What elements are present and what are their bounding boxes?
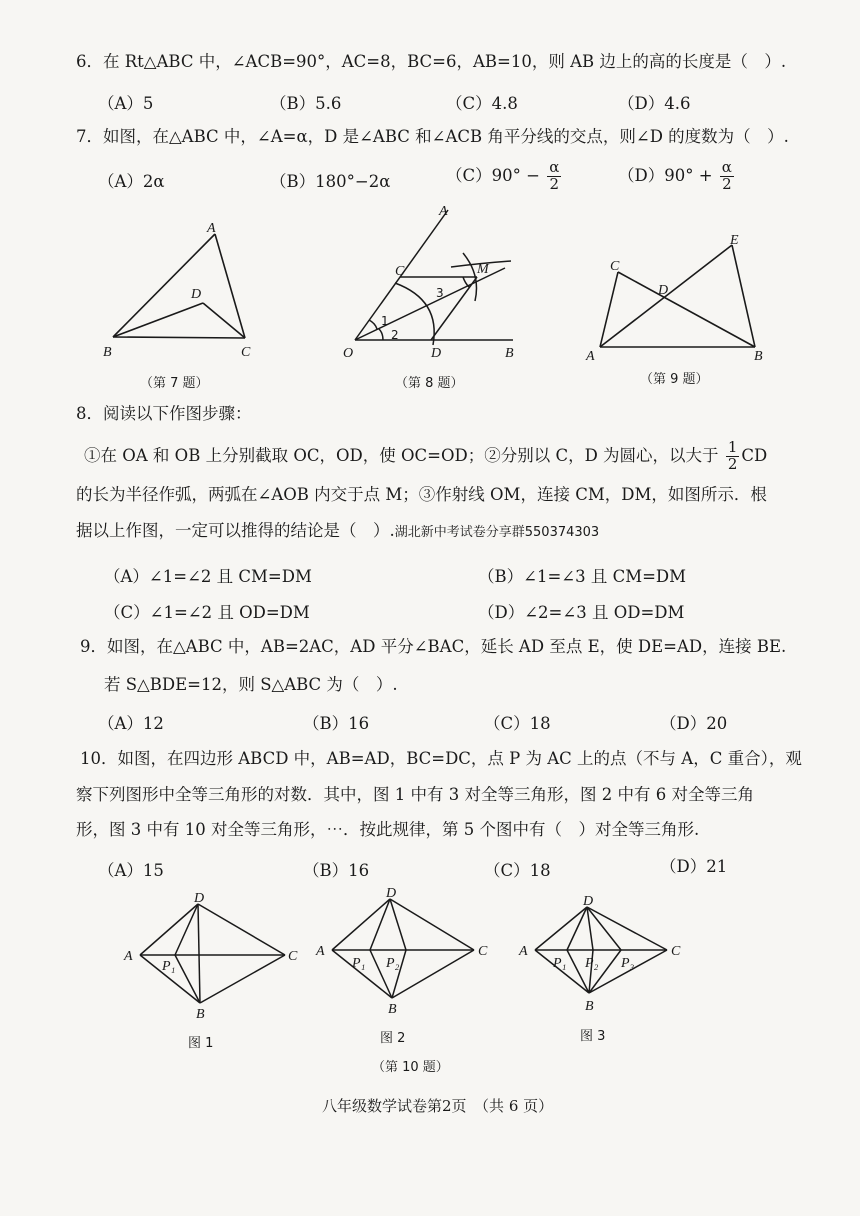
- q6-option-a: （A）5: [98, 94, 154, 113]
- fig7-label-d: D: [191, 287, 202, 302]
- q7-option-d-fraction: [720, 160, 734, 193]
- fig7-segment-bd: [113, 303, 203, 337]
- fig10-2-label-a: A: [316, 944, 325, 959]
- q7-option-a: （A）2α: [98, 172, 165, 191]
- q7-option-c: [446, 160, 563, 193]
- fig7-label-a: A: [207, 221, 216, 236]
- fig8-angle-3: [463, 277, 469, 287]
- fig10-3-label-d: D: [583, 894, 594, 909]
- fig7-caption: （第 7 题）: [140, 376, 209, 391]
- q7-option-c-fraction: [547, 160, 561, 193]
- q8-line1: [84, 440, 767, 473]
- fig9-segment-eb: [732, 245, 755, 347]
- figure-8: [335, 205, 535, 365]
- q7-option-c-prefix: （C）90° −: [446, 165, 540, 185]
- q8-option-b: （B）∠1=∠3 且 CM=DM: [478, 567, 687, 586]
- page-footer: 八年级数学试卷第2页 （共 6 页）: [322, 1097, 554, 1115]
- fig10-1-label-b: B: [196, 1007, 205, 1022]
- fig7-label-b: B: [103, 345, 112, 360]
- watermark-note: 湖北新中考试卷分享群550374303: [394, 525, 600, 540]
- q9-option-b: （B）16: [303, 714, 370, 733]
- q8-fraction: [726, 440, 740, 473]
- fig10-1-label-p1: P₁: [162, 959, 176, 974]
- q10-line3: 形，图 3 中有 10 对全等三角形，⋯．按此规律，第 5 个图中有（ ）对全等三角形.: [76, 820, 700, 839]
- q10-line1: 10．如图，在四边形 ABCD 中，AB=AD，BC=DC，点 P 为 AC 上的点（不与 A，C 重合），观: [80, 749, 802, 768]
- fig10-1-caption: 图 1: [188, 1036, 214, 1051]
- fig10-3-segment-dp1: [567, 907, 587, 950]
- fig10-2-caption: 图 2: [380, 1031, 406, 1046]
- fig7-segment-bc: [113, 337, 245, 338]
- fig8-arc-cd: [395, 283, 434, 345]
- fig10-3-segment-dc: [587, 907, 667, 950]
- q8-fraction-denominator: 2: [727, 454, 738, 473]
- figure-10-1: [120, 890, 310, 1025]
- fig8-label-b: B: [505, 346, 514, 361]
- q9-line1: 9．如图，在△ABC 中，AB=2AC，AD 平分∠BAC，延长 AD 至点 E，使 DE=AD，连接 BE.: [80, 637, 787, 656]
- fig10-3-label-p3: P₃: [621, 956, 635, 971]
- fig9-label-d: D: [658, 283, 669, 298]
- fig7-segment-ac: [215, 234, 245, 338]
- q10-option-d: （D）21: [660, 857, 728, 876]
- q6-option-b: （B）5.6: [270, 94, 342, 113]
- fig10-3-label-p1: P₁: [553, 956, 567, 971]
- fig7-segment-dc: [203, 303, 245, 338]
- q7-option-d: [618, 160, 736, 193]
- fig8-label-angle-1: 1: [381, 314, 389, 328]
- fig9-label-e: E: [730, 233, 739, 248]
- fig10-1-segment-dp1: [175, 904, 198, 955]
- fig10-3-segment-ad: [535, 907, 587, 950]
- q6-option-c: （C）4.8: [446, 94, 518, 113]
- fig10-1-segment-db: [198, 904, 200, 1003]
- fig8-label-d: D: [431, 346, 442, 361]
- fig10-3-caption: 图 3: [580, 1029, 606, 1044]
- fig9-segment-cb: [618, 272, 755, 347]
- fig8-angle-2: [379, 329, 383, 340]
- q7-stem: 7．如图，在△ABC 中，∠A=α，D 是∠ABC 和∠ACB 角平分线的交点，则∠D 的度数为（ ）.: [76, 127, 789, 146]
- fig8-label-a: A: [439, 204, 448, 219]
- fig8-label-angle-3: 3: [436, 286, 444, 300]
- q8-option-a: （A）∠1=∠2 且 CM=DM: [104, 567, 312, 586]
- q7-option-d-numerator: α: [721, 158, 732, 176]
- fig10-1-segment-ad: [140, 904, 198, 955]
- fig10-2-label-p2: P₂: [386, 956, 400, 971]
- fig10-1-segment-cb: [200, 955, 285, 1003]
- q8-line1-text: ①在 OA 和 OB 上分别截取 OC，OD，使 OC=OD；②分别以 C，D 为圆心，以大于: [84, 445, 719, 465]
- q10-line2: 察下列图形中全等三角形的对数．其中，图 1 中有 3 对全等三角形，图 2 中有 6 对全等三角: [76, 785, 754, 804]
- fig10-1-label-d: D: [194, 891, 205, 906]
- q9-option-a: （A）12: [98, 714, 164, 733]
- fig10-2-label-c: C: [478, 944, 488, 959]
- q8-line3-text: 据以上作图，一定可以推得的结论是（ ）.: [76, 521, 395, 540]
- fig8-label-o: O: [343, 346, 354, 361]
- q7-option-b: （B）180°−2α: [270, 172, 391, 191]
- figure-7: [95, 220, 265, 370]
- fig8-ray-om: [355, 268, 505, 340]
- figure-10-2: [312, 885, 502, 1020]
- figure-9: [580, 230, 780, 370]
- fig7-label-c: C: [241, 345, 251, 360]
- fig10-3-label-p2: P₂: [585, 956, 599, 971]
- q8-option-d: （D）∠2=∠3 且 OD=DM: [478, 603, 685, 622]
- fig10-2-label-b: B: [388, 1002, 397, 1017]
- q7-option-c-denominator: 2: [549, 174, 560, 193]
- fig8-angle-1: [369, 320, 377, 329]
- fig10-2-segment-dc: [390, 899, 474, 950]
- fig9-caption: （第 9 题）: [640, 372, 709, 387]
- fig10-1-segment-p1b: [175, 955, 200, 1003]
- fig8-label-m: M: [477, 262, 489, 277]
- fig10-3-label-b: B: [585, 999, 594, 1014]
- fig7-segment-ba: [113, 234, 215, 337]
- fig10-1-segment-dc: [198, 904, 285, 955]
- fig9-label-a: A: [586, 349, 595, 364]
- fig10-caption: （第 10 题）: [372, 1060, 449, 1075]
- fig10-3-label-c: C: [671, 944, 681, 959]
- q10-option-b: （B）16: [303, 861, 370, 880]
- q8-fraction-numerator: 1: [727, 438, 738, 456]
- figure-10-3: [515, 885, 705, 1020]
- q8-line2: 的长为半径作弧，两弧在∠AOB 内交于点 M；③作射线 OM，连接 CM，DM，如图所示．根: [76, 485, 767, 504]
- q8-line1-cd: CD: [741, 445, 768, 465]
- fig8-label-c: C: [395, 264, 405, 279]
- fig10-2-segment-dp1: [370, 899, 390, 950]
- q10-option-c: （C）18: [484, 861, 551, 880]
- q7-option-c-numerator: α: [549, 158, 560, 176]
- q9-line2: 若 S△BDE=12，则 S△ABC 为（ ）.: [104, 675, 398, 694]
- fig10-1-label-c: C: [288, 949, 298, 964]
- q7-option-d-denominator: 2: [722, 174, 732, 193]
- q7-option-d-prefix: （D）90° +: [618, 165, 713, 185]
- q6-stem: 6．在 Rt△ABC 中，∠ACB=90°，AC=8，BC=6，AB=10，则 AB 边上的高的长度是（ ）.: [76, 52, 787, 71]
- fig10-2-label-d: D: [386, 886, 397, 901]
- q9-option-d: （D）20: [660, 714, 728, 733]
- q8-line3: [76, 521, 599, 541]
- fig8-caption: （第 8 题）: [395, 376, 464, 391]
- fig8-label-angle-2: 2: [391, 328, 399, 342]
- fig9-label-b: B: [754, 349, 763, 364]
- fig9-label-c: C: [610, 259, 620, 274]
- q8-option-c: （C）∠1=∠2 且 OD=DM: [104, 603, 310, 622]
- q8-title: 8．阅读以下作图步骤：: [76, 404, 252, 423]
- fig10-1-label-a: A: [124, 949, 133, 964]
- q10-option-a: （A）15: [98, 861, 164, 880]
- fig10-3-label-a: A: [519, 944, 528, 959]
- q6-option-d: （D）4.6: [618, 94, 691, 113]
- fig10-2-segment-ad: [332, 899, 390, 950]
- q9-option-c: （C）18: [484, 714, 551, 733]
- fig10-2-label-p1: P₁: [352, 956, 366, 971]
